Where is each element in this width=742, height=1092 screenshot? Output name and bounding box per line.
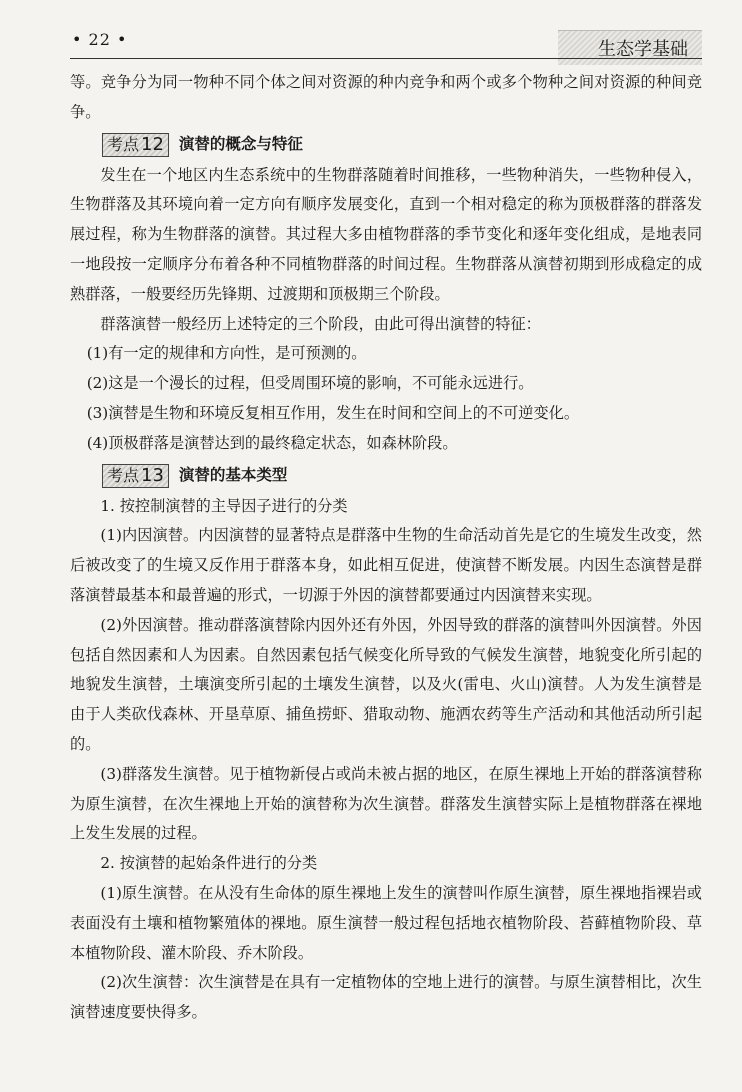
- section-heading-12: [102, 130, 702, 160]
- paragraph: (3)群落发生演替。见于植物新侵占或尚未被占据的地区，在原生裸地上开始的群落演替称为原生演替，在次生裸地上开始的演替称为次生演替。群落发生演替实际上是植物群落在裸地上发生发展的过程。: [70, 764, 702, 843]
- exam-point-number: 13: [141, 464, 164, 486]
- paragraph: 发生在一个地区内生态系统中的生物群落随着时间推移，一些物种消失，一些物种侵入，生物群落及其环境向着一定方向有顺序发展变化，直到一个相对稳定的称为顶极群落的群落发展过程，称为生物群落的演替。其过程大多由植物群落的季节变化和逐年变化组成，是地表同一地段按一定顺序分布着各种不同植物群落的时间过程。生物群落从演替初期到形成稳定的成熟群落，一般要经历先锋期、过渡期和顶极期三个阶段。: [70, 165, 702, 303]
- header-rule: [70, 58, 702, 59]
- exam-point-label: 考点: [107, 465, 140, 485]
- subheading: 1. 按控制演替的主导因子进行的分类: [100, 496, 348, 515]
- list-item: (3)演替是生物和环境反复相互作用，发生在时间和空间上的不可逆变化。: [86, 403, 580, 422]
- exam-point-badge: [102, 133, 169, 157]
- list-item: (1)有一定的规律和方向性，是可预测的。: [86, 344, 367, 363]
- exam-point-label: 考点: [107, 134, 140, 154]
- book-title: 生态学基础: [558, 30, 702, 65]
- exam-point-badge: [102, 464, 169, 488]
- page-content: [70, 68, 702, 1028]
- section-title: 演替的概念与特征: [178, 134, 303, 153]
- list-item: (2)这是一个漫长的过程，但受周围环境的影响，不可能永远进行。: [86, 374, 534, 393]
- paragraph: (1)原生演替。在从没有生命体的原生裸地上发生的演替叫作原生演替，原生裸地指裸岩或表面没有土壤和植物繁殖体的裸地。原生演替一般过程包括地衣植物阶段、苔藓植物阶段、草本植物阶段、灌木阶段、乔木阶段。: [70, 883, 702, 962]
- page-header: [0, 0, 742, 70]
- paragraph: (2)外因演替。推动群落演替除内因外还有外因，外因导致的群落的演替叫外因演替。外因包括自然因素和人为因素。自然因素包括气候变化所导致的气候发生演替，地貌变化所引起的地貌发生演替，土壤演变所引起的土壤发生演替，以及火(雷电、火山)演替。人为发生演替是由于人类砍伐森林、开垦草原、捕鱼捞虾、猎取动物、施洒农药等生产活动和其他活动所引起的。: [70, 615, 702, 753]
- paragraph: (1)内因演替。内因演替的显著特点是群落中生物的生命活动首先是它的生境发生改变，然后被改变了的生境又反作用于群落本身，如此相互促进，使演替不断发展。内因生态演替是群落演替最基本和最普遍的形式，一切源于外因的演替都要通过内因演替来实现。: [70, 526, 702, 604]
- subheading: 2. 按演替的起始条件进行的分类: [100, 854, 318, 873]
- exam-point-number: 12: [141, 133, 164, 155]
- paragraph: 群落演替一般经历上述特定的三个阶段，由此可得出演替的特征：: [100, 314, 541, 333]
- paragraph: (2)次生演替：次生演替是在具有一定植物体的空地上进行的演替。与原生演替相比，次生演替速度要快得多。: [70, 973, 702, 1022]
- list-item: (4)顶极群落是演替达到的最终稳定状态，如森林阶段。: [86, 433, 458, 452]
- intro-paragraph: 等。竞争分为同一物种不同个体之间对资源的种内竞争和两个或多个物种之间对资源的种间竞争。: [70, 73, 702, 121]
- section-heading-13: [102, 461, 702, 491]
- section-title: 演替的基本类型: [178, 465, 288, 484]
- page-number: • 22 •: [72, 30, 128, 49]
